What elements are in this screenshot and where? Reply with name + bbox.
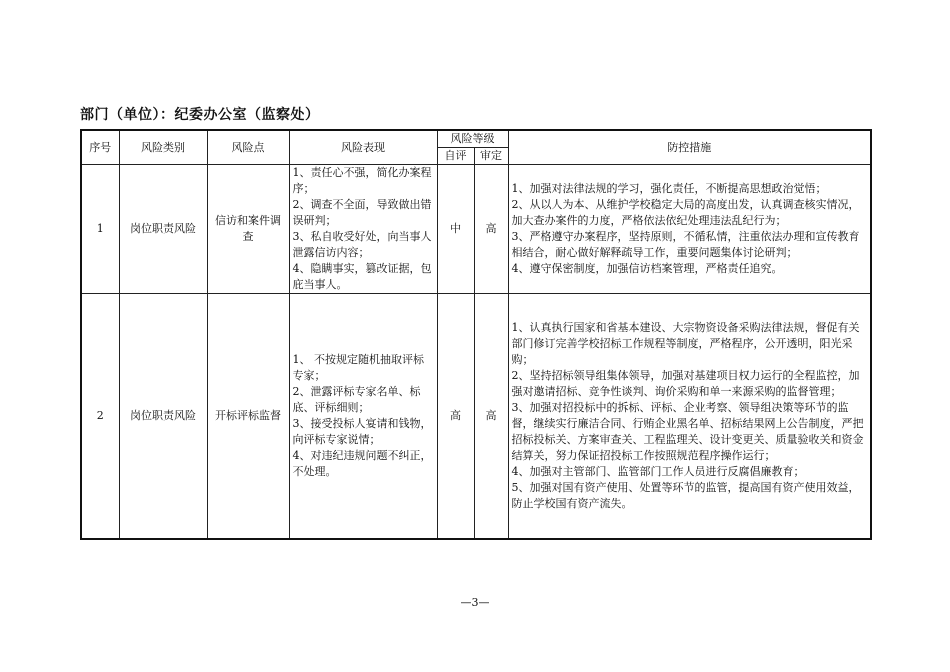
measure-item: 1、加强对法律法规的学习，强化责任，不断提高思想政治觉悟；: [511, 182, 827, 195]
page-number: —3—: [460, 596, 490, 609]
col-level-group: 风险等级: [437, 130, 508, 148]
header-row: [81, 130, 871, 148]
measure-item: 5、加强对国有资产使用、处置等环节的监管，提高国有资产使用效益，防止学校国有资产流失。: [511, 480, 860, 510]
row-self-eval: 中: [437, 165, 474, 294]
department-title: 部门（单位）：纪委办公室（监察处）: [80, 107, 320, 123]
col-seq: 序号: [81, 130, 119, 165]
row-manifestation: [289, 294, 437, 539]
manifestation-item: 1、 不按规定随机抽取评标专家；: [292, 352, 424, 382]
row-review: 高: [474, 294, 508, 539]
manifestation-item: 3、接受投标人宴请和钱物，向评标专家说情；: [292, 416, 432, 446]
measure-item: 4、遵守保密制度，加强信访档案管理，严格责任追究。: [511, 262, 783, 275]
col-point: 风险点: [207, 130, 289, 165]
row-category: 岗位职责风险: [119, 165, 207, 294]
col-self-eval: 自评: [437, 148, 474, 165]
col-review: 审定: [474, 148, 508, 165]
row-manifestation: [289, 165, 437, 294]
manifestation-item: 4、隐瞒事实，篡改证据，包庇当事人。: [292, 262, 432, 291]
measure-item: 4、加强对主管部门、监管部门工作人员进行反腐倡廉教育；: [511, 464, 805, 478]
row-review: 高: [474, 165, 508, 294]
col-category: 风险类别: [119, 130, 207, 165]
measure-item: 2、从以人为本、从维护学校稳定大局的高度出发，认真调查核实情况，加大查办案件的力度，严格依法依纪处理违法乱纪行为；: [511, 198, 860, 227]
measure-item: 3、加强对招投标中的拆标、评标、企业考察、领导组决策等环节的监督，继续实行廉洁合同、行贿企业黑名单、招标结果网上公告制度，严把招标投标关、方案审查关、工程监理关、设计变更关、质量验收关和资金结算关，努力保证招投标工作按照规范程序操作运行；: [511, 400, 864, 462]
col-manifestation: 风险表现: [289, 130, 437, 165]
measure-item: 2、坚持招标领导组集体领导，加强对基建项目权力运行的全程监控，加强对邀请招标、竞争性谈判、询价采购和单一来源采购的监督管理；: [511, 368, 860, 398]
col-measures: 防控措施: [508, 130, 871, 165]
row-category: 岗位职责风险: [119, 294, 207, 539]
manifestation-item: 1、责任心不强，简化办案程序；: [292, 166, 432, 195]
table-row: [81, 165, 871, 294]
row-point: 开标评标监督: [207, 294, 289, 539]
manifestation-item: 2、调查不全面，导致做出错误研判；: [292, 198, 432, 227]
row-measures: [508, 294, 871, 539]
manifestation-item: 2、泄露评标专家名单、标底、评标细则；: [292, 384, 421, 414]
row-point: 信访和案件调查: [207, 165, 289, 294]
measure-item: 1、认真执行国家和省基本建设、大宗物资设备采购法律法规，督促有关部门修订完善学校招标工作规程等制度，严格程序，公开透明，阳光采购；: [511, 320, 860, 366]
risk-table: [80, 129, 872, 540]
table-row: [81, 294, 871, 539]
manifestation-item: 4、对违纪违规问题不纠正，不处理。: [292, 448, 432, 478]
measure-item: 3、严格遵守办案程序，坚持原则，不循私情，注重依法办理和宣传教育相结合，耐心做好解释疏导工作，重要问题集体讨论研判；: [511, 230, 860, 259]
row-seq: 1: [81, 165, 119, 294]
row-self-eval: 高: [437, 294, 474, 539]
row-measures: [508, 165, 871, 294]
manifestation-item: 3、私自收受好处，向当事人泄露信访内容；: [292, 230, 432, 259]
row-seq: 2: [81, 294, 119, 539]
